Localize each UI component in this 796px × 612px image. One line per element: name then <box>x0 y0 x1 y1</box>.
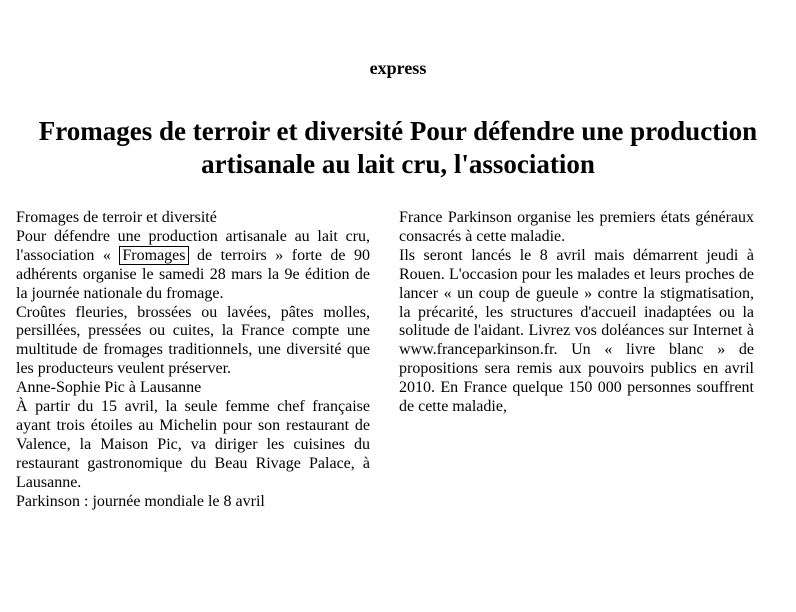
left-paragraph-2-start: Pour défendre une production artisanale au lait cru, l'association « <box>16 227 370 264</box>
left-paragraph-3: Croûtes fleuries, brossées ou lavées, pâtes molles, persillées, pressées ou cuites, la France compte une multitude de fromages traditionnels, une diversité que les producteurs veulent préserver. <box>16 303 370 378</box>
left-paragraph-5: À partir du 15 avril, la seule femme chef française ayant trois étoiles au Michelin pour son restaurant de Valence, la Maison Pic, va diriger les cuisines du restaurant gastronomique du Beau Rivage Palace, à Lausanne. <box>16 398 370 491</box>
left-paragraph-4: Anne-Sophie Pic à Lausanne <box>16 379 202 397</box>
right-column <box>399 209 754 417</box>
left-paragraph-6: Parkinson : journée mondiale le 8 avril <box>16 492 265 510</box>
highlighted-word: Fromages <box>119 246 188 265</box>
left-paragraph-1: Fromages de terroir et diversité <box>16 209 217 226</box>
headline: Fromages de terroir et diversité Pour défendre une production artisanale au lait cru, l'association <box>38 116 758 179</box>
right-paragraph-2: Ils seront lancés le 8 avril mais démarrent jeudi à Rouen. L'occasion pour les malades et leurs proches de lancer « un coup de gueule » contre la stigmatisation, la précarité, les structures d'accueil inadaptées ou la solitude de l'aidant. Livrez vos doléances sur Internet à www.franceparkinson.fr. Un « livre blanc » de propositions sera remis aux pouvoirs publics en avril 2010. En France quelque 150 000 personnes souffrent de cette maladie, <box>399 246 754 416</box>
right-paragraph-1: France Parkinson organise les premiers états généraux consacrés à cette maladie. <box>399 209 754 245</box>
left-column <box>16 209 370 512</box>
left-paragraph-2-end: de terroirs » forte de 90 adhérents organise le samedi 28 mars la 9e édition de la journée nationale du fromage. <box>16 246 371 302</box>
section-label: express <box>369 58 427 78</box>
left-paragraph-2 <box>16 228 370 304</box>
